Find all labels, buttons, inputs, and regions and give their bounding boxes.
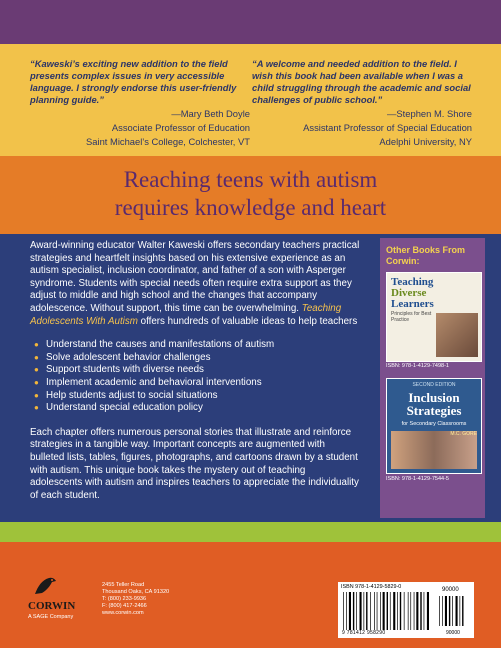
headline <box>0 166 501 222</box>
book-cover-subtitle: Principles for Best Practice <box>391 311 432 323</box>
list-item: ● Understand the causes and manifestations of autism <box>30 339 360 352</box>
quote-text: “Kaweski’s exciting new addition to the field presents complex issues in very accessible language. I strongly endorse this user-friendly planning guide.” <box>30 58 237 105</box>
book-cover-author: M.C. GORE <box>450 431 477 437</box>
quote-author: —Mary Beth Doyle <box>171 108 250 119</box>
publisher-address: 2455 Teller Road Thousand Oaks, CA 91320 T: (800) 233-9936 F: (800) 417-2466 www.corwin.com <box>102 582 170 616</box>
publisher-logo <box>28 574 94 634</box>
book-isbn: ISBN: 978-1-4129-7498-1 <box>386 363 449 369</box>
book-title: Teaching Adolescents With Autism <box>30 302 342 327</box>
book-isbn: ISBN: 978-1-4129-7544-5 <box>386 476 449 482</box>
quote-author-title: Assistant Professor of Special Education <box>303 122 472 133</box>
quote-text: “A welcome and needed addition to the field. I wish this book had been available when I was a child struggling through the academic and social challenges of public school.” <box>252 58 471 105</box>
quote-author-affiliation: Saint Michael’s College, Colchester, VT <box>86 136 250 147</box>
endorsement-quote-1 <box>30 58 250 148</box>
description-text <box>30 240 360 513</box>
top-purple-band <box>0 0 501 44</box>
book-cover-edition: SECOND EDITION <box>412 382 456 388</box>
publisher-tagline: A SAGE Company <box>28 614 74 620</box>
headline-line-2: requires knowledge and heart <box>114 195 387 220</box>
endorsement-quote-2 <box>252 58 472 148</box>
barcode-price-number: 90000 <box>446 630 460 636</box>
book-cover-title: Teaching Diverse Learners <box>391 276 434 310</box>
barcode-number: 9 781412 958290 <box>342 630 386 636</box>
list-item: ● Help students adjust to social situations <box>30 390 360 403</box>
book-cover-photo <box>436 313 478 357</box>
list-item: ● Support students with diverse needs <box>30 364 360 377</box>
barcode-icon <box>342 592 432 630</box>
raven-icon <box>32 574 58 598</box>
quote-author-affiliation: Adelphi University, NY <box>379 136 472 147</box>
book-cover-subtitle: for Secondary Classrooms <box>401 421 467 427</box>
barcode-isbn: ISBN 978-1-4129-5829-0 <box>341 584 402 590</box>
benefit-list <box>30 339 360 415</box>
book-cover-title: Inclusion Strategies <box>406 390 462 418</box>
publisher-name: CORWIN <box>28 600 76 612</box>
price-barcode-icon <box>438 596 468 626</box>
list-item: ● Solve adolescent behavior challenges <box>30 352 360 365</box>
green-divider-band <box>0 522 501 542</box>
description-intro <box>30 240 360 328</box>
intro-text: Award-winning educator Walter Kaweski offers secondary teachers practical strategies and heartfelt insights based on his extensive experience as an autism specialist, inclusion coordinator, and father of a son with Asperger syndrome. Students with special needs often require extra support as they adjust to middle and high school and the changes that accompany adolescence. Without support, this time can be overwhelming. <box>30 240 360 314</box>
intro-end-text: offers hundreds of valuable ideas to help teachers <box>137 315 358 327</box>
quote-author: —Stephen M. Shore <box>387 108 472 119</box>
barcode-price-code: 90000 <box>442 587 459 593</box>
quote-author-title: Associate Professor of Education <box>111 122 250 133</box>
description-closing: Each chapter offers numerous personal stories that illustrate and reinforce strategies in a tangible way. Important concepts are augmented with bulleted lists, tables, figures, photographs, and cartoons drawn by a student with autism. This unique book takes the mystery out of teaching adolescents with autism and inspires teachers to appreciate the individuality of each student. <box>30 426 359 501</box>
sidebar-title: Other Books From Corwin: <box>386 245 466 266</box>
list-item: ● Implement academic and behavioral interventions <box>30 377 360 390</box>
list-item: ● Understand special education policy <box>30 402 360 415</box>
book-cover-inclusion-strategies[interactable] <box>386 378 482 474</box>
headline-line-1: Reaching teens with autism <box>123 167 378 192</box>
book-cover-teaching-diverse-learners[interactable] <box>386 272 482 362</box>
